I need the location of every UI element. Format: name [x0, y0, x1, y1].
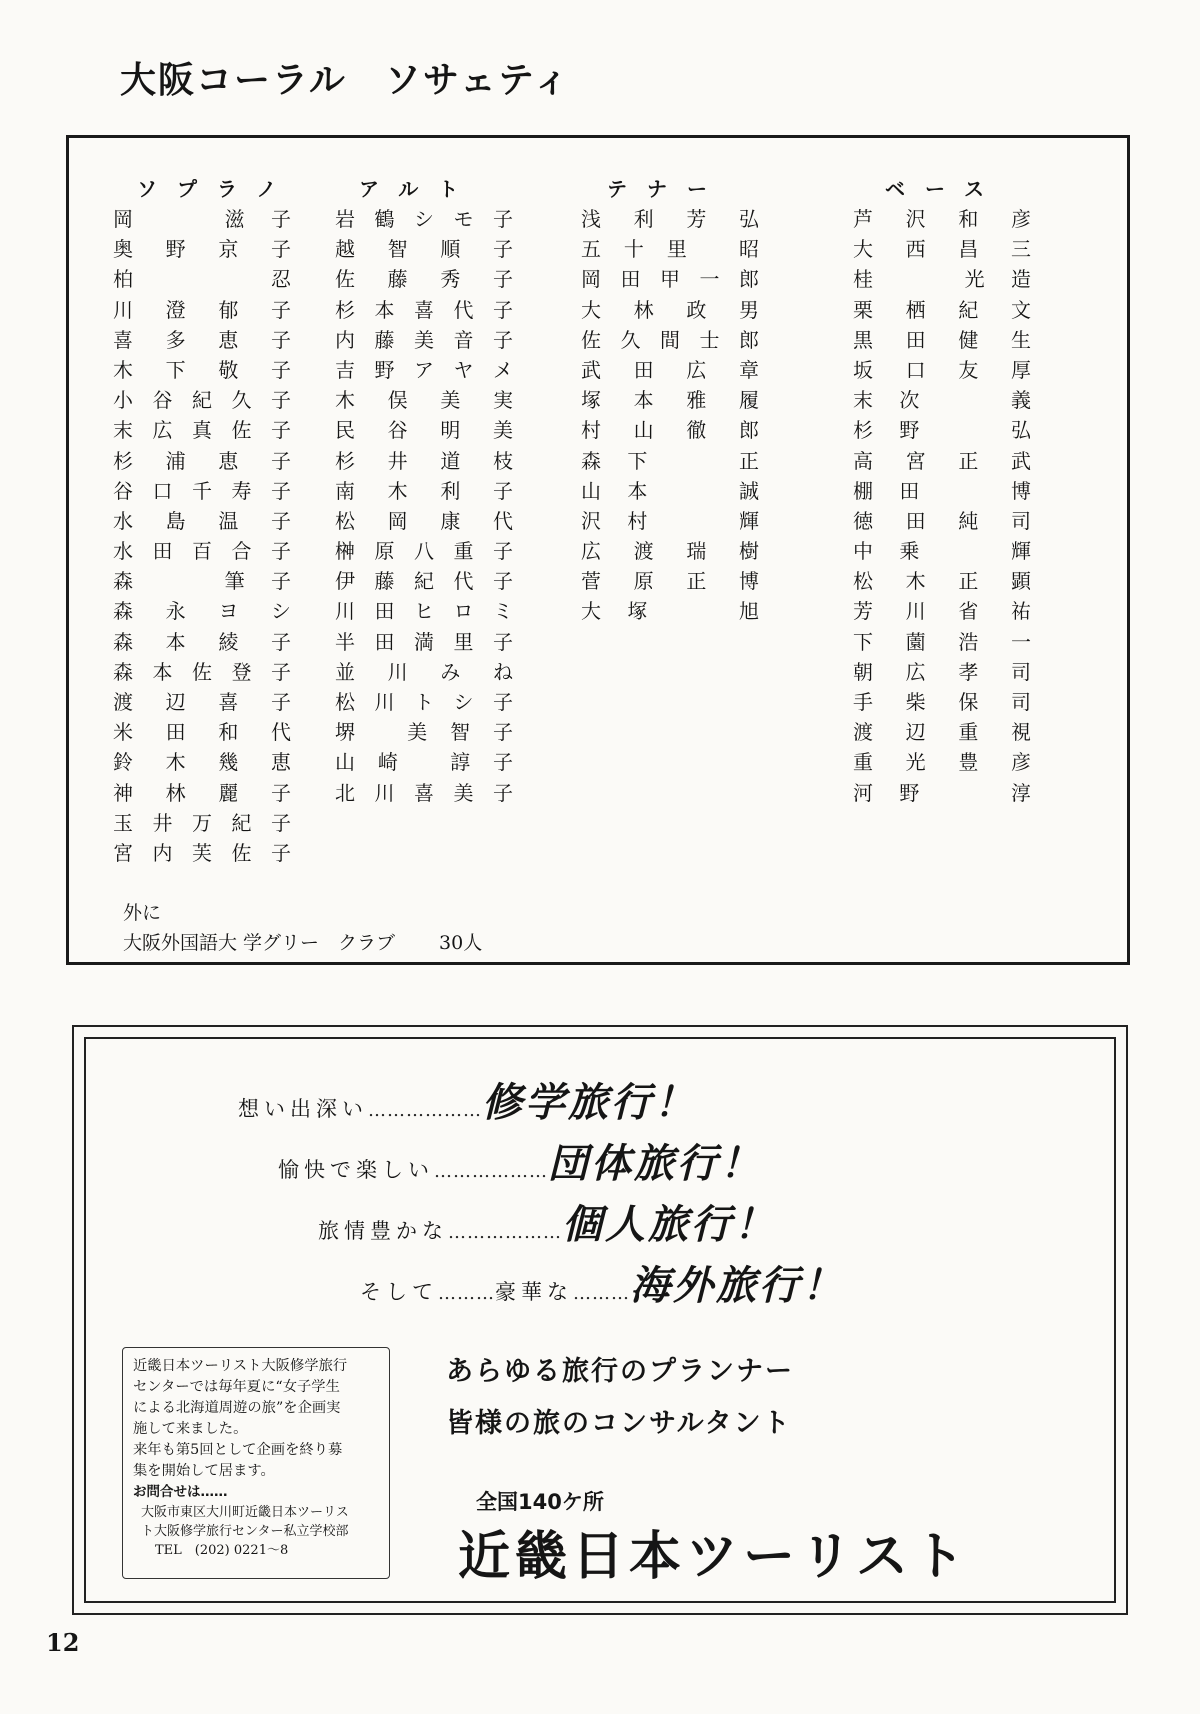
member-name: 民 谷 明 美 — [335, 418, 513, 443]
member-name: 榊 原 八 重 子 — [335, 539, 513, 564]
member-name: 坂 口 友 厚 — [853, 357, 1031, 382]
ad-inner-frame — [84, 1037, 1116, 1603]
member-name: 朝 広 孝 司 — [853, 659, 1031, 684]
alto-heading: アルト — [359, 177, 479, 201]
slogan-lead: 愉快で楽しい — [278, 1158, 434, 1182]
member-name: 柏 忍 — [113, 267, 291, 292]
member-name: 杉 井 道 枝 — [335, 448, 513, 473]
member-name: 沢 村 輝 — [581, 508, 759, 533]
phone-line: TEL (202) 0221～8 — [155, 1543, 289, 1558]
member-name: 手 柴 保 司 — [853, 690, 1031, 714]
slogan-dots: ……… — [438, 1283, 495, 1304]
choir-roster — [66, 135, 1130, 965]
inquiry-label: お問合せは…… — [133, 1484, 228, 1500]
member-name: 桂 光 造 — [853, 267, 1031, 292]
member-name: 村 山 徹 郎 — [581, 418, 759, 443]
member-name: 奥 野 京 子 — [113, 237, 291, 262]
member-name: 南 木 利 子 — [335, 478, 513, 503]
bass-list — [853, 204, 1031, 808]
footnote-label: 外に — [123, 902, 162, 924]
member-name: 水 田 百 合 子 — [113, 539, 291, 564]
page-number: 12 — [46, 1628, 80, 1657]
member-name: 大 林 政 男 — [581, 297, 759, 322]
slogan-mid: 豪華な — [495, 1280, 573, 1304]
roster-footnote — [123, 898, 482, 958]
slogan-main: 海外旅行！ — [630, 1263, 845, 1309]
member-name: 杉 浦 恵 子 — [113, 448, 291, 473]
slogan-main: 修学旅行！ — [482, 1080, 697, 1126]
bass-heading: ベース — [885, 177, 1004, 201]
guest-count: 30人 — [439, 932, 483, 954]
notice-line: 施して来ました。 — [133, 1421, 248, 1437]
member-name: 並 川 み ね — [335, 659, 513, 684]
slogan-lead: 旅情豊かな — [318, 1219, 448, 1243]
member-name: 渡 辺 重 視 — [853, 720, 1031, 745]
slogan-lead: 想い出深い — [238, 1097, 368, 1121]
member-name: 渡 辺 喜 子 — [113, 690, 291, 714]
alto-list — [335, 204, 513, 808]
slogan-school-trip — [238, 1071, 697, 1128]
member-name: 岩 鶴 シ モ 子 — [335, 207, 513, 231]
slogan-overseas-trip — [360, 1254, 845, 1311]
member-name: 小 谷 紀 久 子 — [113, 388, 291, 413]
member-name: 川 田 ヒ ロ ミ — [335, 599, 513, 624]
tenor-column — [581, 174, 759, 627]
member-name: 菅 原 正 博 — [581, 569, 759, 594]
member-name: 木 俣 美 実 — [335, 388, 513, 413]
member-name: 水 島 温 子 — [113, 508, 291, 533]
bass-column — [853, 174, 1031, 808]
member-name: 鈴 木 幾 恵 — [113, 750, 291, 775]
member-name: 谷 口 千 寿 子 — [113, 478, 291, 503]
member-name: 森 下 正 — [581, 448, 759, 473]
address-line: 大阪市東区大川町近畿日本ツーリス — [141, 1505, 349, 1520]
member-name: 大 西 昌 三 — [853, 237, 1031, 262]
address-line: ト大阪修学旅行センター私立学校部 — [141, 1524, 349, 1539]
member-name: 芳 川 省 祐 — [853, 599, 1031, 624]
travel-advertisement — [72, 1025, 1128, 1615]
member-name: 武 田 広 章 — [581, 357, 759, 382]
member-name: 伊 藤 紀 代 子 — [335, 569, 513, 594]
notice-line: による北海道周遊の旅”を企画実 — [133, 1400, 341, 1416]
member-name: 末 次 義 — [853, 388, 1031, 413]
soprano-list — [113, 204, 291, 868]
member-name: 中 乗 輝 — [853, 539, 1031, 564]
slogan-main: 個人旅行！ — [562, 1202, 777, 1248]
slogan-lead: そして — [360, 1280, 438, 1304]
company-name: 近畿日本ツーリスト — [458, 1527, 970, 1587]
page-title: 大阪コーラル ソサェティ — [120, 60, 571, 101]
member-name: 越 智 順 子 — [335, 237, 513, 262]
member-name: 黒 田 健 生 — [853, 327, 1031, 352]
tagline-consultant: 皆様の旅のコンサルタント — [446, 1408, 792, 1439]
slogan-group-trip — [278, 1132, 763, 1189]
slogan-dots: ……… — [573, 1283, 630, 1304]
member-name: 堺 美 智 子 — [335, 720, 513, 745]
member-name: 山 本 誠 — [581, 478, 759, 503]
member-name: 木 下 敬 子 — [113, 357, 291, 382]
branch-count: 全国140ケ所 — [476, 1490, 604, 1514]
member-name: 喜 多 恵 子 — [113, 327, 291, 352]
member-name: 棚 田 博 — [853, 478, 1031, 503]
member-name: 内 藤 美 音 子 — [335, 327, 513, 352]
member-name: 岡 田 甲 一 郎 — [581, 267, 759, 292]
member-name: 徳 田 純 司 — [853, 508, 1031, 533]
member-name: 森 永 ヨ シ — [113, 599, 291, 624]
member-name: 玉 井 万 紀 子 — [113, 810, 291, 835]
member-name: 吉 野 ア ヤ メ — [335, 357, 513, 382]
member-name: 半 田 満 里 子 — [335, 629, 513, 654]
member-name: 河 野 淳 — [853, 780, 1031, 805]
member-name: 佐 久 間 士 郎 — [581, 327, 759, 352]
member-name: 神 林 麗 子 — [113, 780, 291, 805]
alto-column — [335, 174, 513, 808]
member-name: 末 広 真 佐 子 — [113, 418, 291, 443]
notice-line: 来年も第5回として企画を終り募 — [133, 1442, 343, 1458]
member-name: 下 薗 浩 一 — [853, 629, 1031, 654]
member-name: 松 岡 康 代 — [335, 508, 513, 533]
member-name: 重 光 豊 彦 — [853, 750, 1031, 775]
slogan-private-trip — [318, 1193, 777, 1250]
member-name: 杉 本 喜 代 子 — [335, 297, 513, 322]
slogan-main: 団体旅行！ — [548, 1141, 763, 1187]
member-name: 杉 野 弘 — [853, 418, 1031, 443]
member-name: 広 渡 瑞 樹 — [581, 539, 759, 564]
member-name: 宮 内 芙 佐 子 — [113, 840, 291, 865]
slogan-dots: ……………… — [434, 1161, 548, 1182]
member-name: 森 本 綾 子 — [113, 629, 291, 654]
member-name: 山 崎 諄 子 — [335, 750, 513, 775]
soprano-heading: ソプラノ — [137, 177, 297, 201]
member-name: 川 澄 郁 子 — [113, 297, 291, 322]
member-name: 森 筆 子 — [113, 569, 291, 594]
member-name: 松 木 正 顕 — [853, 569, 1031, 594]
member-name: 森 本 佐 登 子 — [113, 659, 291, 684]
notice-line: 集を開始して居ます。 — [133, 1463, 275, 1479]
member-name: 塚 本 雅 履 — [581, 388, 759, 413]
slogan-dots: ……………… — [368, 1100, 482, 1121]
notice-line: 近畿日本ツーリスト大阪修学旅行 — [133, 1358, 348, 1374]
slogan-dots: ……………… — [448, 1222, 562, 1243]
member-name: 松 川 ト シ 子 — [335, 690, 513, 714]
tagline-planner: あらゆる旅行のプランナー — [446, 1356, 794, 1387]
member-name: 栗 栖 紀 文 — [853, 297, 1031, 322]
tenor-list — [581, 204, 759, 627]
notice-line: センターでは毎年夏に“女子学生 — [133, 1379, 340, 1395]
member-name: 浅 利 芳 弘 — [581, 207, 759, 231]
soprano-column — [113, 174, 297, 868]
member-name: 米 田 和 代 — [113, 720, 291, 745]
member-name: 芦 沢 和 彦 — [853, 207, 1031, 231]
member-name: 岡 滋 子 — [113, 207, 291, 231]
member-name: 佐 藤 秀 子 — [335, 267, 513, 292]
member-name: 北 川 喜 美 子 — [335, 780, 513, 805]
member-name: 大 塚 旭 — [581, 599, 759, 624]
guest-group: 大阪外国語大 学グリー クラブ — [123, 932, 396, 954]
member-name: 五 十 里 昭 — [581, 237, 759, 262]
tenor-heading: テナー — [607, 177, 727, 201]
notice-box — [122, 1347, 390, 1579]
member-name: 高 宮 正 武 — [853, 448, 1031, 473]
